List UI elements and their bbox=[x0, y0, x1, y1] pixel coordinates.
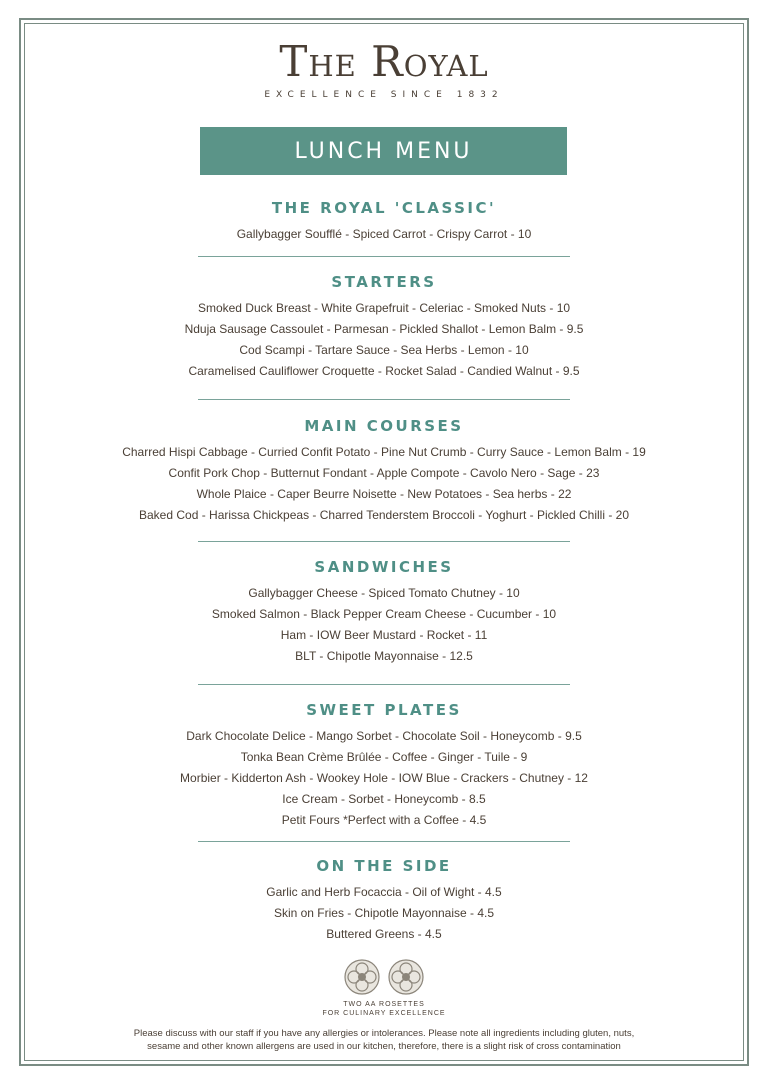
menu-item: Baked Cod - Harissa Chickpeas - Charred Tenderstem Broccoli - Yoghurt - Pickled Chilli - 20 bbox=[139, 508, 629, 522]
menu-item: Gallybagger Soufflé - Spiced Carrot - Crispy Carrot - 10 bbox=[236, 227, 532, 241]
section-title: STARTERS bbox=[331, 273, 437, 291]
menu-item: Buttered Greens - 4.5 bbox=[326, 927, 442, 941]
section-title: SANDWICHES bbox=[314, 558, 454, 576]
menu-item: Petit Fours *Perfect with a Coffee - 4.5 bbox=[281, 813, 487, 827]
section-title: SWEET PLATES bbox=[306, 701, 462, 719]
section-starters bbox=[0, 272, 768, 382]
allergen-notice bbox=[100, 1027, 668, 1053]
menu-item: Ice Cream - Sorbet - Honeycomb - 8.5 bbox=[282, 792, 486, 806]
menu-item: Confit Pork Chop - Butternut Fondant - Apple Compote - Cavolo Nero - Sage - 23 bbox=[168, 466, 600, 480]
divider bbox=[198, 684, 570, 685]
menu-banner: LUNCH MENU bbox=[200, 127, 567, 175]
allergen-notice-line1: Please discuss with our staff if you have any allergies or intolerances. Please note all ingredients including gluten, nuts, bbox=[133, 1028, 635, 1039]
rosette-icon bbox=[387, 958, 425, 996]
logo-title: The Royal bbox=[279, 37, 489, 86]
menu-item: Ham - IOW Beer Mustard - Rocket - 11 bbox=[280, 628, 488, 642]
menu-item: Dark Chocolate Delice - Mango Sorbet - Chocolate Soil - Honeycomb - 9.5 bbox=[186, 729, 582, 743]
section-classic bbox=[0, 198, 768, 245]
divider bbox=[198, 841, 570, 842]
menu-item: Skin on Fries - Chipotle Mayonnaise - 4.5 bbox=[273, 906, 495, 920]
section-sandwiches bbox=[0, 557, 768, 667]
divider bbox=[198, 256, 570, 257]
section-title: THE ROYAL 'CLASSIC' bbox=[271, 199, 497, 217]
aa-rosettes bbox=[0, 958, 768, 1018]
section-on-the-side bbox=[0, 856, 768, 945]
rosette-label-line2: FOR CULINARY EXCELLENCE bbox=[322, 1010, 446, 1017]
divider bbox=[198, 399, 570, 400]
menu-item: Gallybagger Cheese - Spiced Tomato Chutney - 10 bbox=[248, 586, 520, 600]
menu-item: Cod Scampi - Tartare Sauce - Sea Herbs - Lemon - 10 bbox=[239, 343, 529, 357]
menu-item: Tonka Bean Crème Brûlée - Coffee - Ginger - Tuile - 9 bbox=[240, 750, 528, 764]
menu-item: Morbier - Kidderton Ash - Wookey Hole - IOW Blue - Crackers - Chutney - 12 bbox=[180, 771, 588, 785]
allergen-notice-line2: sesame and other known allergens are used in our kitchen, therefore, there is a slight risk of cross contamination bbox=[147, 1041, 621, 1052]
divider bbox=[198, 541, 570, 542]
section-main-courses bbox=[0, 416, 768, 526]
menu-item: Nduja Sausage Cassoulet - Parmesan - Pickled Shallot - Lemon Balm - 9.5 bbox=[184, 322, 584, 336]
menu-item: BLT - Chipotle Mayonnaise - 12.5 bbox=[295, 649, 473, 663]
section-sweet-plates bbox=[0, 700, 768, 831]
menu-item: Smoked Salmon - Black Pepper Cream Cheese - Cucumber - 10 bbox=[211, 607, 557, 621]
logo bbox=[0, 36, 768, 100]
rosette-icon bbox=[343, 958, 381, 996]
section-title: MAIN COURSES bbox=[304, 417, 464, 435]
rosette-label-line1: TWO AA ROSETTES bbox=[343, 1001, 425, 1008]
menu-item: Charred Hispi Cabbage - Curried Confit Potato - Pine Nut Crumb - Curry Sauce - Lemon Balm - 19 bbox=[122, 445, 646, 459]
menu-item: Caramelised Cauliflower Croquette - Rocket Salad - Candied Walnut - 9.5 bbox=[188, 364, 580, 378]
menu-item: Garlic and Herb Focaccia - Oil of Wight - 4.5 bbox=[266, 885, 502, 899]
menu-item: Whole Plaice - Caper Beurre Noisette - New Potatoes - Sea herbs - 22 bbox=[196, 487, 572, 501]
logo-tagline: EXCELLENCE SINCE 1832 bbox=[264, 90, 504, 100]
menu-item: Smoked Duck Breast - White Grapefruit - Celeriac - Smoked Nuts - 10 bbox=[197, 301, 571, 315]
section-title: ON THE SIDE bbox=[316, 857, 452, 875]
